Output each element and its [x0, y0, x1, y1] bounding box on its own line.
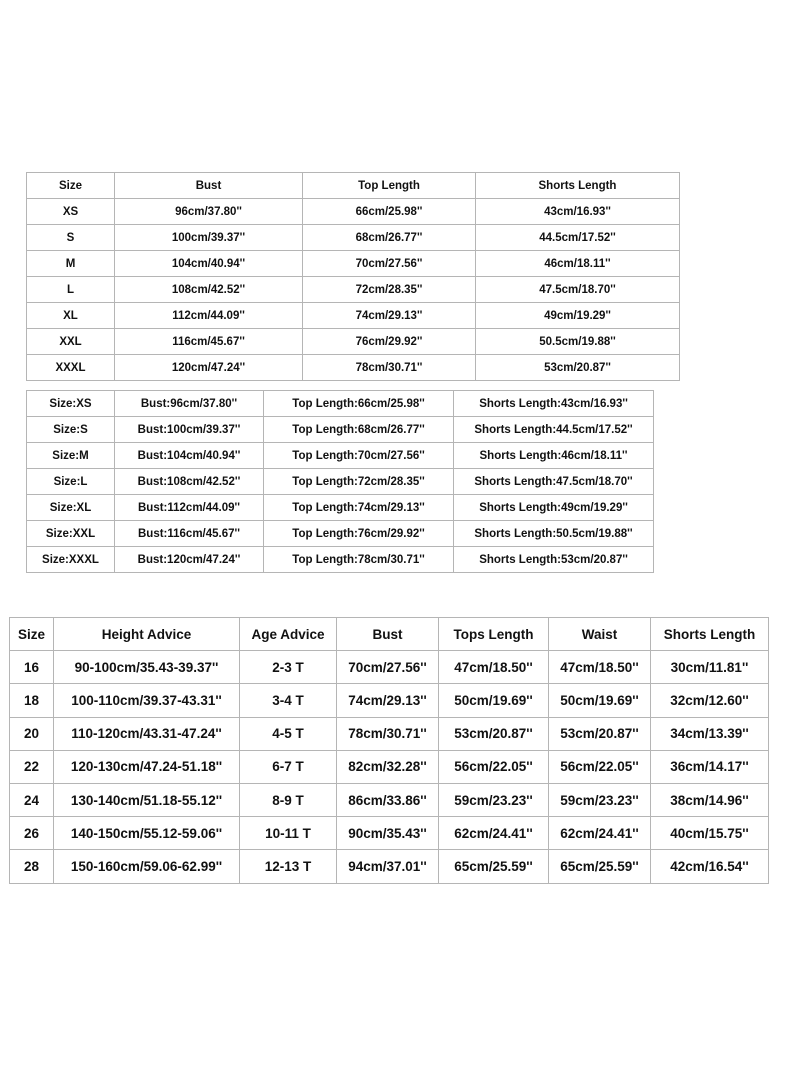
table-cell: Top Length:66cm/25.98'' [264, 391, 454, 417]
table-cell: 56cm/22.05'' [439, 750, 549, 783]
table-row [10, 684, 769, 717]
table-row [27, 329, 680, 355]
table-cell: 108cm/42.52'' [115, 277, 303, 303]
table-cell: Size:S [27, 417, 115, 443]
adult-size-chart-table [26, 172, 680, 381]
table-row [27, 521, 654, 547]
table-cell: 2-3 T [240, 651, 337, 684]
table-cell: XXL [27, 329, 115, 355]
column-header: Age Advice [240, 618, 337, 651]
table-cell: 150-160cm/59.06-62.99'' [54, 850, 240, 883]
table-row [27, 547, 654, 573]
table-cell: Bust:112cm/44.09'' [115, 495, 264, 521]
table-cell: 22 [10, 750, 54, 783]
table-cell: 59cm/23.23'' [439, 783, 549, 816]
table-cell: 50cm/19.69'' [549, 684, 651, 717]
column-header: Waist [549, 618, 651, 651]
table-cell: 82cm/32.28'' [337, 750, 439, 783]
table-cell: Top Length:78cm/30.71'' [264, 547, 454, 573]
table-cell: 100-110cm/39.37-43.31'' [54, 684, 240, 717]
table-cell: Shorts Length:47.5cm/18.70'' [454, 469, 654, 495]
column-header: Top Length [303, 173, 476, 199]
column-header: Bust [337, 618, 439, 651]
table-cell: Top Length:74cm/29.13'' [264, 495, 454, 521]
table-cell: L [27, 277, 115, 303]
table-cell: Shorts Length:44.5cm/17.52'' [454, 417, 654, 443]
kids-size-chart-table [9, 617, 769, 884]
table-cell: 30cm/11.81'' [651, 651, 769, 684]
table-cell: Top Length:76cm/29.92'' [264, 521, 454, 547]
table-cell: 28 [10, 850, 54, 883]
table-cell: 72cm/28.35'' [303, 277, 476, 303]
table-cell: Bust:120cm/47.24'' [115, 547, 264, 573]
table-cell: Shorts Length:43cm/16.93'' [454, 391, 654, 417]
table-cell: 110-120cm/43.31-47.24'' [54, 717, 240, 750]
table-cell: 100cm/39.37'' [115, 225, 303, 251]
table-row [27, 469, 654, 495]
kids-size-chart-body [10, 618, 769, 884]
table-cell: 44.5cm/17.52'' [476, 225, 680, 251]
table-cell: 47cm/18.50'' [439, 651, 549, 684]
table-cell: 94cm/37.01'' [337, 850, 439, 883]
table-row [27, 443, 654, 469]
table-cell: 90-100cm/35.43-39.37'' [54, 651, 240, 684]
table-cell: 74cm/29.13'' [303, 303, 476, 329]
table-row [27, 277, 680, 303]
table-cell: 12-13 T [240, 850, 337, 883]
table-cell: 70cm/27.56'' [337, 651, 439, 684]
table-row [27, 303, 680, 329]
table-cell: 40cm/15.75'' [651, 817, 769, 850]
table-row [27, 355, 680, 381]
table-cell: 32cm/12.60'' [651, 684, 769, 717]
table-row [27, 495, 654, 521]
table-cell: 34cm/13.39'' [651, 717, 769, 750]
adult-size-chart-labeled-table [26, 390, 654, 573]
table-cell: 120-130cm/47.24-51.18'' [54, 750, 240, 783]
table-cell: 78cm/30.71'' [303, 355, 476, 381]
column-header: Height Advice [54, 618, 240, 651]
table-cell: 86cm/33.86'' [337, 783, 439, 816]
table-cell: Top Length:70cm/27.56'' [264, 443, 454, 469]
table-cell: XXXL [27, 355, 115, 381]
table-cell: 96cm/37.80'' [115, 199, 303, 225]
table-cell: 112cm/44.09'' [115, 303, 303, 329]
table-cell: Bust:96cm/37.80'' [115, 391, 264, 417]
table-cell: Size:XL [27, 495, 115, 521]
table-row [27, 417, 654, 443]
table-cell: 68cm/26.77'' [303, 225, 476, 251]
table-cell: 70cm/27.56'' [303, 251, 476, 277]
column-header: Shorts Length [476, 173, 680, 199]
table-cell: XL [27, 303, 115, 329]
table-cell: 90cm/35.43'' [337, 817, 439, 850]
adult-size-chart-labeled-body [27, 391, 654, 573]
table-cell: 130-140cm/51.18-55.12'' [54, 783, 240, 816]
table-cell: 104cm/40.94'' [115, 251, 303, 277]
table-cell: 65cm/25.59'' [549, 850, 651, 883]
adult-size-chart-body [27, 173, 680, 381]
table-cell: 62cm/24.41'' [549, 817, 651, 850]
table-cell: 16 [10, 651, 54, 684]
table-cell: 38cm/14.96'' [651, 783, 769, 816]
table-cell: Bust:116cm/45.67'' [115, 521, 264, 547]
table-cell: Size:XXXL [27, 547, 115, 573]
table-cell: 43cm/16.93'' [476, 199, 680, 225]
column-header: Bust [115, 173, 303, 199]
table-cell: 56cm/22.05'' [549, 750, 651, 783]
table-row [10, 783, 769, 816]
table-cell: 18 [10, 684, 54, 717]
table-cell: Bust:104cm/40.94'' [115, 443, 264, 469]
table-cell: 50cm/19.69'' [439, 684, 549, 717]
table-row [10, 850, 769, 883]
table-cell: Shorts Length:49cm/19.29'' [454, 495, 654, 521]
table-header-row [10, 618, 769, 651]
table-cell: 59cm/23.23'' [549, 783, 651, 816]
table-cell: 3-4 T [240, 684, 337, 717]
table-cell: 50.5cm/19.88'' [476, 329, 680, 355]
table-cell: 24 [10, 783, 54, 816]
table-cell: Bust:108cm/42.52'' [115, 469, 264, 495]
table-cell: 20 [10, 717, 54, 750]
table-cell: 65cm/25.59'' [439, 850, 549, 883]
table-header-row [27, 173, 680, 199]
table-cell: Bust:100cm/39.37'' [115, 417, 264, 443]
table-cell: 120cm/47.24'' [115, 355, 303, 381]
table-cell: M [27, 251, 115, 277]
table-cell: 62cm/24.41'' [439, 817, 549, 850]
table-cell: Shorts Length:50.5cm/19.88'' [454, 521, 654, 547]
table-cell: Top Length:68cm/26.77'' [264, 417, 454, 443]
table-cell: Shorts Length:53cm/20.87'' [454, 547, 654, 573]
table-cell: 49cm/19.29'' [476, 303, 680, 329]
table-row [10, 651, 769, 684]
table-cell: 42cm/16.54'' [651, 850, 769, 883]
table-cell: S [27, 225, 115, 251]
table-cell: 116cm/45.67'' [115, 329, 303, 355]
table-cell: 76cm/29.92'' [303, 329, 476, 355]
table-cell: 74cm/29.13'' [337, 684, 439, 717]
table-row [27, 391, 654, 417]
table-cell: Size:M [27, 443, 115, 469]
table-cell: Size:XS [27, 391, 115, 417]
column-header: Shorts Length [651, 618, 769, 651]
table-cell: Top Length:72cm/28.35'' [264, 469, 454, 495]
table-cell: 46cm/18.11'' [476, 251, 680, 277]
table-cell: 53cm/20.87'' [439, 717, 549, 750]
table-cell: Size:XXL [27, 521, 115, 547]
table-row [10, 817, 769, 850]
table-cell: Shorts Length:46cm/18.11'' [454, 443, 654, 469]
table-row [27, 199, 680, 225]
table-row [10, 717, 769, 750]
column-header: Size [10, 618, 54, 651]
table-cell: 36cm/14.17'' [651, 750, 769, 783]
table-cell: 66cm/25.98'' [303, 199, 476, 225]
table-cell: 53cm/20.87'' [549, 717, 651, 750]
table-cell: XS [27, 199, 115, 225]
table-cell: 47.5cm/18.70'' [476, 277, 680, 303]
table-cell: 6-7 T [240, 750, 337, 783]
table-cell: 47cm/18.50'' [549, 651, 651, 684]
table-cell: 140-150cm/55.12-59.06'' [54, 817, 240, 850]
table-row [10, 750, 769, 783]
table-cell: 10-11 T [240, 817, 337, 850]
table-cell: 26 [10, 817, 54, 850]
table-cell: 78cm/30.71'' [337, 717, 439, 750]
table-cell: 4-5 T [240, 717, 337, 750]
table-cell: Size:L [27, 469, 115, 495]
column-header: Size [27, 173, 115, 199]
table-cell: 53cm/20.87'' [476, 355, 680, 381]
column-header: Tops Length [439, 618, 549, 651]
table-row [27, 225, 680, 251]
table-cell: 8-9 T [240, 783, 337, 816]
table-row [27, 251, 680, 277]
